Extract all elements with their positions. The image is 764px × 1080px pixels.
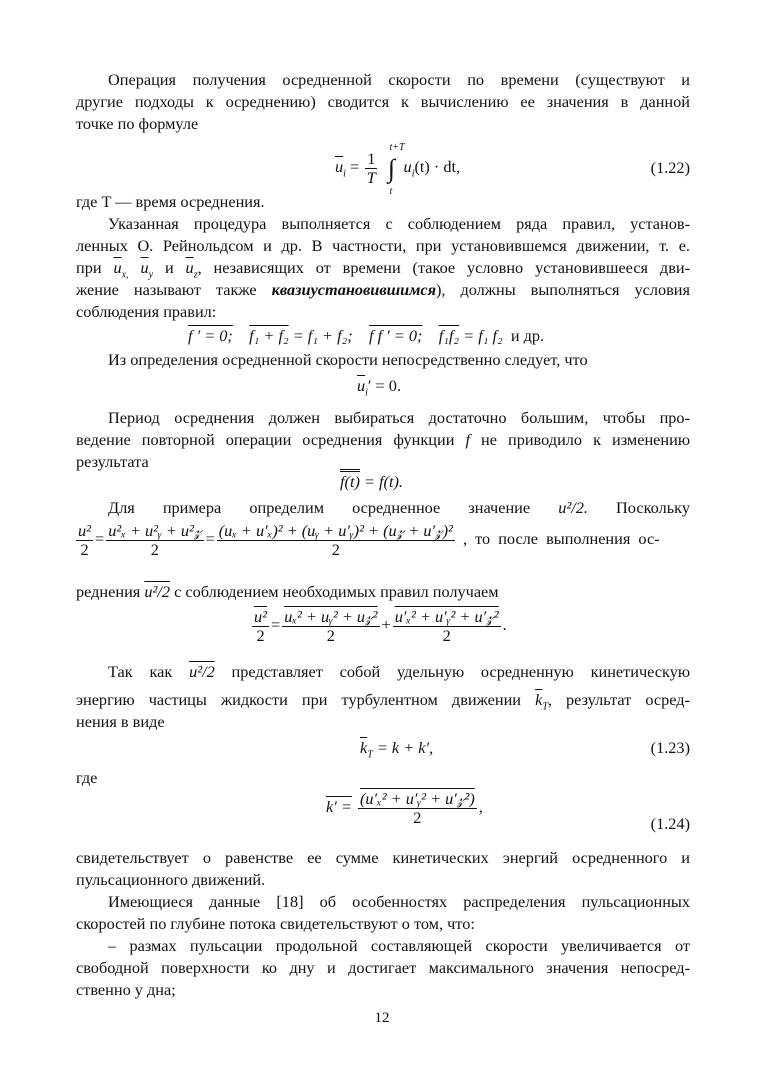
paragraph-line: результата [76,452,149,471]
paragraph-line: энергию частицы жидкости при турбулентном движении $\overline{k}_T$, результат осред- [76,690,690,713]
paragraph-line: свободной поверхности ко дну и достигает максимального значения непосред- [76,958,690,977]
paragraph-line: Операция получения осредненной скорости по времени (существуют и [108,70,690,89]
paragraph-line: где [76,768,98,787]
integral-sign: ∫ t+T t [387,141,405,197]
formula-1-24: k′ = $\frac{\text{(u′ₓ² + u′ᵧ² + u′𝓏²)}}{2}$ , [326,789,483,827]
formula-ui-prime: $\overline{u}_i' = 0$. [357,376,402,399]
paragraph-line: жение называют также квазиустановившимся), должны выполняться условия [76,280,690,299]
formula-term: (t) · dt, [414,157,461,177]
equation-number: (1.23) [650,738,690,757]
paragraph-line: свидетельствует о равенстве ее сумме кинетических энергий осредненного и [76,848,690,867]
paragraph-line: Из определения осредненной скорости непосредственно следует, что [108,350,588,369]
paragraph-line: другие подходы к осреднению) сводится к вычислению ее значения в данной [76,92,690,111]
paragraph-line: при $\overline{u}_{x,}$ $\overline{u}_y$ и $\overline{u}_z$, независящих от времени (такое условно установившееся дви- [76,258,691,281]
formula-ff: f(t) = f(t). [340,472,403,492]
paragraph-line: Для примера определим осредненное значение u²/2. Поскольку [108,498,690,517]
formula-u2-expansion: $\frac{\text{u²}}{2}$ = $\frac{\text{u²ₓ + u²ᵧ + u²𝓏}}{2}$ = $\frac{\text{(uₓ + u′ₓ)² + (uᵧ + u′ᵧ)² + (u𝓏 + u′𝓏)²}}{2}$ , то после выполнения ос- [78,521,660,559]
paragraph-line: скоростей по глубине потока свидетельствуют о том, что: [76,914,475,933]
paragraph-line: ведение повторной операции осреднения функции f не приводило к изменению [76,430,690,449]
formula-1-22: $\overline{u}_i$ = $\frac{1}{T}$ ∫ t+T t $u_i(t)$ · dt, [335,141,461,197]
page-number: 12 [374,1010,390,1026]
paragraph-line: пульсационного движений. [76,870,266,889]
formula-term: $\overline{u}$ [335,157,344,177]
formula-u2-averaged: $\frac{\text{u²}}{2}$ = $\frac{\text{uₓ² + uᵧ² + u𝓏²}}{2}$ + $\frac{\text{u′ₓ² + u′ᵧ² + u′𝓏²}}{2}$ . [254,607,507,645]
formula-fraction: $\frac{1}{T}$ [366,149,376,187]
paragraph-line: Имеющиеся данные [18] об особенностях распределения пульсационных [108,892,690,911]
equation-number: (1.24) [650,814,690,833]
paragraph-line: нения в виде [76,712,165,731]
paragraph-line: соблюдения правил: [76,302,217,321]
paragraph-line: Так как u²/2 представляет собой удельную осредненную кинетическую [108,662,691,681]
paragraph-line: Указанная процедура выполняется с соблюдением ряда правил, установ- [108,214,690,233]
paragraph-line: где T — время осреднения. [76,192,265,211]
paragraph-line: реднения u²/2 с соблюдением необходимых правил получаем [76,582,499,601]
formula-term: u [403,157,412,177]
emphasis-term: квазиустановившимся [271,280,436,299]
formula-1-23: $\overline{k}_T = k + k'$, [360,738,434,761]
paragraph-line: Период осреднения должен выбираться достаточно большим, чтобы про- [108,408,690,427]
formula-subscript: i [343,168,346,180]
paragraph-line: ленных О. Рейнольдсом и др. В частности, при установившемся движении, т. е. [76,236,690,255]
rules-formula: f ′ = 0; f₁ + f₂ = f₁ + f₂; f f ′ = 0; f₁f₂ = f₁ f₂ и др. [188,326,545,345]
paragraph-line: ственно у дна; [76,980,176,999]
equation-number: (1.22) [650,158,690,177]
paragraph-line: точке по формуле [76,114,199,133]
paragraph-line: – размах пульсации продольной составляющей скорости увеличивается от [108,936,690,955]
